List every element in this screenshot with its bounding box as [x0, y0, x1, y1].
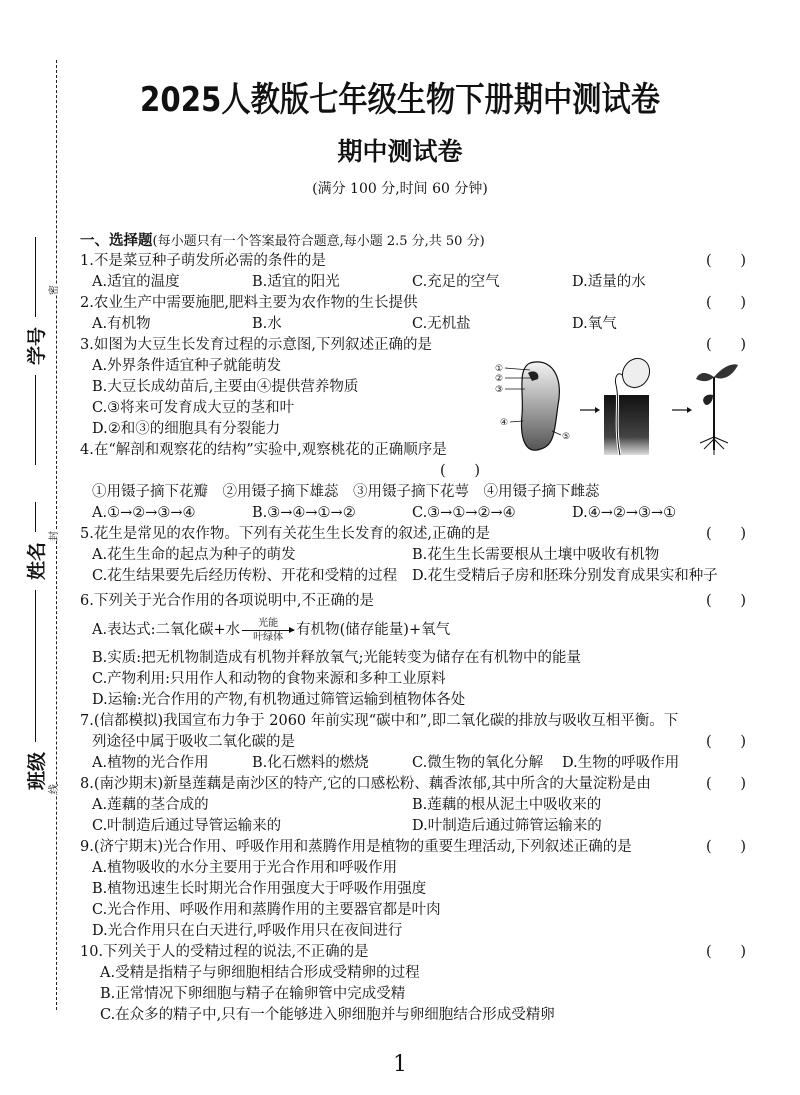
soybean-growth-figure: [492, 355, 752, 460]
question-5-options-ab: [80, 545, 760, 566]
option-d: D.运输:光合作用的产物,有机物通过筛管运输到植物体各处: [92, 692, 466, 708]
svg-text:④: ④: [500, 418, 509, 428]
answer-blank[interactable]: [440, 461, 480, 482]
option-d: D.叶制造后通过筛管运输来的: [412, 818, 602, 834]
paren-open: (: [706, 944, 712, 960]
option-c: C.③将来可发育成大豆的茎和叶: [92, 400, 295, 416]
svg-text:③: ③: [495, 385, 504, 395]
option-b: B.莲藕的根从泥土中吸收来的: [412, 797, 602, 813]
question-7-continued: [80, 732, 760, 753]
name-blank-upper: [35, 502, 36, 532]
option-d: D.花生受精后子房和胚珠分别发育成果实和种子: [412, 568, 718, 584]
question-stem: 6.下列关于光合作用的各项说明中,不正确的是: [80, 593, 374, 609]
option-a: A.植物的光合作用: [92, 755, 209, 771]
option-b: B.③→④→①→②: [252, 505, 356, 521]
question-stem: 10.下列关于人的受精过程的说法,不正确的是: [80, 944, 369, 960]
paren-open: (: [706, 526, 712, 542]
question-stem: 8.(南沙期末)新垦莲藕是南沙区的特产,它的口感松粉、藕香浓郁,其中所含的大量淀粉是由: [80, 776, 651, 792]
option-c: C.叶制造后通过导管运输来的: [92, 818, 282, 834]
option-b: B.水: [252, 316, 282, 332]
question-stem-continued: 列途径中属于吸收二氧化碳的是: [92, 734, 295, 750]
paren-open: (: [706, 734, 712, 750]
exam-subtitle: 期中测试卷: [337, 137, 463, 166]
question-4-options: [80, 503, 760, 524]
question-stem: 9.(济宁期末)光合作用、呼吸作用和蒸腾作用是植物的重要生理活动,下列叙述正确的是: [80, 839, 632, 855]
paren-open: (: [706, 253, 712, 269]
answer-blank[interactable]: [706, 942, 746, 963]
option-c: C.充足的空气: [412, 274, 500, 290]
paren-open: (: [706, 839, 712, 855]
question-2-options: [80, 314, 760, 335]
paren-open: (: [706, 295, 712, 311]
option-c: C.花生结果要先后经历传粉、开花和受精的过程: [92, 568, 398, 584]
question-8-options-cd: [80, 816, 760, 837]
question-7-options: [80, 753, 760, 774]
paren-close: ): [740, 776, 746, 792]
paren-close: ): [740, 337, 746, 353]
page-number: 1: [393, 1052, 407, 1077]
formula-reactants: A.表达式:二氧化碳+水: [92, 622, 241, 638]
option-b: B.适宜的阳光: [252, 274, 340, 290]
name-blank[interactable]: [35, 590, 36, 660]
paren-close: ): [740, 593, 746, 609]
option-a: A.①→②→③→④: [92, 505, 196, 521]
student-id-blank[interactable]: [35, 375, 36, 465]
paren-open: (: [440, 463, 446, 479]
binding-mark-xian: 线: [49, 784, 60, 794]
option-d: D.②和③的细胞具有分裂能力: [92, 421, 281, 437]
binding-mark-mi: 密: [49, 285, 60, 295]
paren-close: ): [740, 734, 746, 750]
option-c: C.无机盐: [412, 316, 471, 332]
question-8: [80, 774, 760, 795]
formula-products: 有机物(储存能量)+氧气: [296, 622, 451, 638]
answer-blank[interactable]: [706, 774, 746, 795]
option-b: B.化石燃料的燃烧: [252, 755, 369, 771]
answer-blank[interactable]: [706, 251, 746, 272]
paren-close: ): [740, 944, 746, 960]
option-a: A.外界条件适宜种子就能萌发: [92, 358, 282, 374]
answer-blank[interactable]: [706, 524, 746, 545]
class-blank[interactable]: [35, 657, 36, 742]
option-a: [80, 612, 760, 648]
student-id-field[interactable]: [22, 237, 49, 465]
option-a: A.有机物: [92, 316, 151, 332]
option-a: A.莲藕的茎合成的: [92, 797, 209, 813]
question-3: [80, 335, 760, 356]
arrow-icon: [242, 630, 294, 631]
question-1: [80, 251, 760, 272]
option-d: D.氧气: [572, 316, 617, 332]
question-stem: 3.如图为大豆生长发育过程的示意图,下列叙述正确的是: [80, 337, 432, 353]
answer-blank[interactable]: [706, 837, 746, 858]
svg-text:⑤: ⑤: [562, 432, 571, 442]
option-b: B.花生生长需要根从土壤中吸收有机物: [412, 547, 660, 563]
paren-close: ): [740, 295, 746, 311]
answer-blank[interactable]: [706, 293, 746, 314]
question-1-options: [80, 272, 760, 293]
answer-blank[interactable]: [706, 591, 746, 612]
question-6: [80, 591, 760, 612]
question-stem: 2.农业生产中需要施肥,肥料主要为农作物的生长提供: [80, 295, 418, 311]
svg-text:②: ②: [495, 374, 504, 384]
option-a: A.植物吸收的水分主要用于光合作用和呼吸作用: [92, 860, 398, 876]
svg-text:①: ①: [495, 364, 504, 374]
paren-open: (: [706, 593, 712, 609]
binding-mark-feng: 封: [49, 531, 60, 541]
section-heading: [80, 230, 760, 251]
section-title: 一、选择题: [80, 232, 153, 249]
student-id-blank-upper: [35, 237, 36, 317]
paren-close: ): [474, 463, 480, 479]
question-7: [80, 711, 760, 732]
question-9: [80, 837, 760, 858]
option-d: D.光合作用只在白天进行,呼吸作用只在夜间进行: [92, 923, 403, 939]
answer-blank[interactable]: [706, 335, 746, 356]
option-b: B.实质:把无机物制造成有机物并释放氧气;光能转变为储存在有机物中的能量: [92, 650, 582, 666]
option-a: A.适宜的温度: [92, 274, 180, 290]
option-c: C.③→①→②→④: [412, 505, 516, 521]
option-c: C.微生物的氧化分解: [412, 755, 544, 771]
question-stem: 4.在“解剖和观察花的结构”实验中,观察桃花的正确顺序是: [80, 442, 447, 458]
student-id-label: 学号: [26, 326, 48, 365]
question-stem: 5.花生是常见的农作物。下列有关花生生长发育的叙述,正确的是: [80, 526, 490, 542]
answer-blank[interactable]: [706, 732, 746, 753]
question-stem: 7.(信都模拟)我国宣布力争于 2060 年前实现“碳中和”,即二氧化碳的排放与吸收互相平衡。下: [80, 713, 679, 729]
question-10: [80, 942, 760, 963]
option-d: D.生物的呼吸作用: [562, 755, 680, 771]
question-5-options-cd: [80, 566, 760, 587]
option-a: A.受精是指精子与卵细胞相结合形成受精卵的过程: [100, 965, 420, 981]
exam-title: 2025人教版七年级生物下册期中测试卷: [139, 80, 660, 120]
paren-close: ): [740, 253, 746, 269]
question-stem: 1.不是菜豆种子萌发所必需的条件的是: [80, 253, 326, 269]
question-2: [80, 293, 760, 314]
option-c: C.产物利用:只用作人和动物的食物来源和多种工业原料: [92, 671, 446, 687]
score-info: (满分 100 分,时间 60 分钟): [312, 181, 488, 197]
question-4-paren-line: [80, 461, 760, 482]
name-label: 姓名: [26, 541, 48, 580]
option-a: A.花生生命的起点为种子的萌发: [92, 547, 296, 563]
option-b: B.正常情况下卵细胞与精子在输卵管中完成受精: [100, 986, 406, 1002]
paren-close: ): [740, 839, 746, 855]
option-b: B.大豆长成幼苗后,主要由④提供营养物质: [92, 379, 359, 395]
reaction-arrow: [242, 618, 294, 643]
option-c: C.在众多的精子中,只有一个能够进入卵细胞并与卵细胞结合形成受精卵: [100, 1007, 555, 1023]
option-b: B.植物迅速生长时期光合作用强度大于呼吸作用强度: [92, 881, 427, 897]
paren-open: (: [706, 776, 712, 792]
question-list: [80, 230, 760, 1026]
question-4-steps: ①用镊子摘下花瓣 ②用镊子摘下雄蕊 ③用镊子摘下花萼 ④用镊子摘下雌蕊: [92, 484, 600, 500]
class-label: 班级: [26, 751, 48, 790]
question-8-options-ab: [80, 795, 760, 816]
section-note: (每小题只有一个答案最符合题意,每小题 2.5 分,共 50 分): [152, 234, 485, 249]
condition-light: 光能: [258, 617, 279, 629]
question-5: [80, 524, 760, 545]
option-c: C.光合作用、呼吸作用和蒸腾作用的主要器官都是叶肉: [92, 902, 441, 918]
option-d: D.适量的水: [572, 274, 646, 290]
class-field[interactable]: [22, 657, 49, 790]
paren-open: (: [706, 337, 712, 353]
seed-to-seedling-diagram: [492, 355, 752, 460]
condition-chloroplast: 叶绿体: [253, 631, 284, 643]
option-d: D.④→②→③→①: [572, 505, 677, 521]
name-field[interactable]: [22, 502, 49, 660]
paren-close: ): [740, 526, 746, 542]
